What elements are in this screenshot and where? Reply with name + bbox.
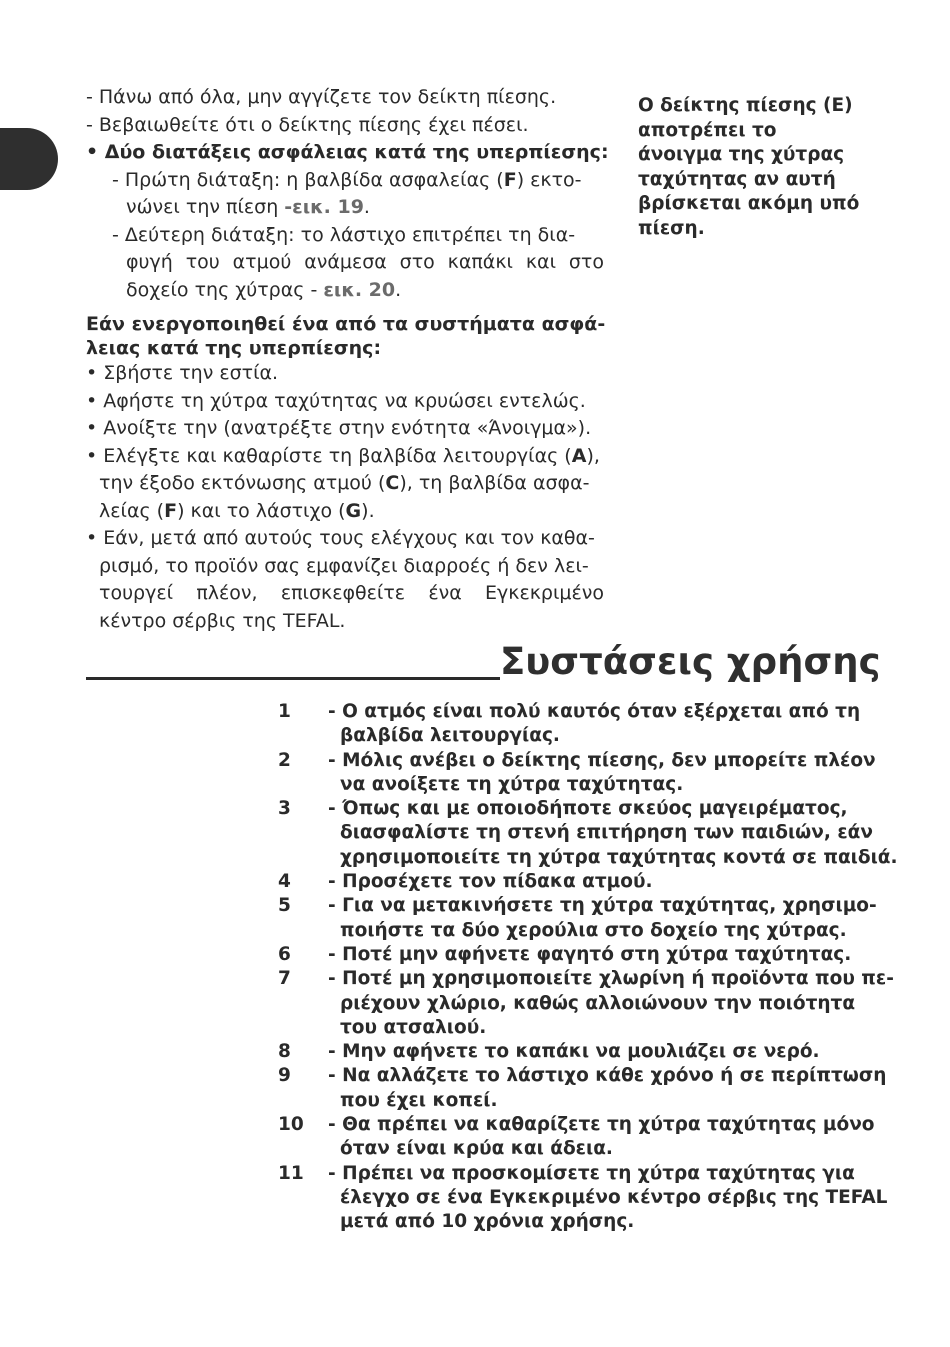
safety-devices-heading: • Δύο διατάξεις ασφάλειας κατά της υπερπίεσης:	[86, 141, 609, 163]
recommendation-line: - Όπως και με οποιοδήποτε σκεύος μαγειρέματος,	[328, 798, 848, 820]
recommendation-line: μετά από 10 χρόνια χρήσης.	[340, 1211, 635, 1233]
recommendation-text	[328, 1162, 888, 1235]
activation-heading: Εάν ενεργοποιηθεί ένα από τα συστήματα ασφά-	[86, 313, 606, 335]
recommendation-item	[272, 1162, 888, 1235]
side-note-line: ταχύτητας αν αυτή	[638, 168, 836, 190]
second-device-line: δοχείο της χύτρας - εικ. 20.	[126, 278, 402, 301]
recommendation-line: - Για να μετακινήσετε τη χύτρα ταχύτητας, χρησιμο-	[328, 895, 877, 917]
recommendation-text	[328, 1040, 864, 1064]
recommendation-number: 9	[278, 1065, 291, 1087]
recommendation-line: του ατσαλιού.	[340, 1016, 487, 1038]
side-note	[638, 94, 878, 242]
recommendation-line: - Μόλις ανέβει ο δείκτης πίεσης, δεν μπορείτε πλέον	[328, 749, 876, 771]
step-item: • Εάν, μετά από αυτούς τους ελέγχους και τον καθα-	[86, 527, 595, 549]
recommendation-line: - Να αλλάζετε το λάστιχο κάθε χρόνο ή σε περίπτωση	[328, 1065, 887, 1087]
recommendation-text	[328, 797, 898, 870]
figure-reference: -εικ. 19	[284, 196, 364, 218]
recommendation-item	[272, 749, 876, 798]
recommendation-number: 11	[278, 1162, 304, 1184]
side-note-line: Ο δείκτης πίεσης (E)	[638, 95, 853, 116]
recommendation-text	[328, 700, 864, 749]
instruction-line: - Πάνω από όλα, μην αγγίζετε τον δείκτη πίεσης.	[86, 86, 557, 108]
second-device-line: φυγή του ατμού ανάμεσα στο καπάκι και στο	[126, 251, 604, 273]
first-device-line: νώνει την πίεση -εικ. 19.	[126, 196, 370, 218]
section-divider	[86, 677, 500, 680]
recommendation-line: διασφαλίστε τη στενή επιτήρηση των παιδιών, εάν	[340, 822, 873, 844]
recommendation-line: που έχει κοπεί.	[340, 1089, 498, 1111]
recommendation-item	[272, 797, 898, 870]
recommendation-number: 3	[278, 798, 291, 820]
recommendation-text	[328, 967, 894, 1040]
section-title: Συστάσεις χρήσης	[500, 640, 881, 683]
recommendation-text	[328, 870, 864, 894]
recommendation-text	[328, 894, 877, 943]
recommendation-number: 5	[278, 895, 291, 917]
recommendation-item	[272, 894, 877, 943]
recommendation-text	[328, 1113, 875, 1162]
recommendation-item	[272, 1040, 864, 1064]
activation-heading: λειας κατά της υπερπίεσης:	[86, 337, 382, 359]
recommendation-item	[272, 700, 864, 749]
recommendation-number: 8	[278, 1041, 291, 1063]
recommendation-line: - Θα πρέπει να καθαρίζετε τη χύτρα ταχύτητας μόνο	[328, 1114, 875, 1136]
recommendation-line: - Πρέπει να προσκομίσετε τη χύτρα ταχύτητας για	[328, 1162, 855, 1184]
recommendation-line: - Ποτέ μη χρησιμοποιείτε χλωρίνη ή προϊόντα που πε-	[328, 968, 894, 990]
step-item-continued: λείας (F) και το λάστιχο (G).	[99, 499, 375, 522]
recommendation-line: να ανοίξετε τη χύτρα ταχύτητας.	[340, 773, 684, 795]
side-note-line: αποτρέπει το	[638, 119, 777, 141]
recommendation-item	[272, 870, 864, 894]
step-item: • Ανοίξτε την (ανατρέξτε στην ενότητα «Άνοιγμα»).	[86, 417, 592, 439]
recommendation-line: βαλβίδα λειτουργίας.	[340, 725, 560, 747]
instruction-line: - Βεβαιωθείτε ότι ο δείκτης πίεσης έχει πέσει.	[86, 113, 529, 136]
recommendation-line: - Ο ατμός είναι πολύ καυτός όταν εξέρχεται από τη	[328, 701, 861, 722]
recommendation-number: 2	[278, 749, 291, 771]
recommendation-number: 6	[278, 943, 291, 965]
step-item-continued: τουργεί πλέον, επισκεφθείτε ένα Εγκεκριμένο	[99, 582, 604, 604]
recommendation-line: ποιήστε τα δύο χερούλια στο δοχείο της χύτρας.	[340, 919, 847, 941]
second-device-line: - Δεύτερη διάταξη: το λάστιχο επιτρέπει τη δια-	[112, 223, 576, 246]
recommendation-line: - Μην αφήνετε το καπάκι να μουλιάζει σε νερό.	[328, 1041, 820, 1063]
recommendation-line: έλεγχο σε ένα Εγκεκριμένο κέντρο σέρβις της TEFAL	[340, 1186, 888, 1208]
step-item: • Σβήστε την εστία.	[86, 362, 279, 384]
recommendation-number: 4	[278, 871, 291, 893]
step-item: • Ελέγξτε και καθαρίστε τη βαλβίδα λειτουργίας (A),	[86, 444, 600, 467]
step-item-continued: την έξοδο εκτόνωσης ατμού (C), τη βαλβίδα ασφα-	[99, 472, 590, 494]
side-note-line: πίεση.	[638, 217, 705, 239]
left-column	[86, 84, 609, 635]
recommendation-line: χρησιμοποιείτε τη χύτρα ταχύτητας κοντά σε παιδιά.	[340, 846, 898, 868]
recommendation-line: ριέχουν χλώριο, καθώς αλλοιώνουν την ποιότητα	[340, 992, 856, 1014]
recommendation-number: 7	[278, 968, 291, 990]
page-tab-marker	[0, 128, 58, 190]
side-note-line: βρίσκεται ακόμη υπό	[638, 193, 860, 215]
step-item-continued: κέντρο σέρβις της TEFAL.	[99, 609, 346, 632]
recommendation-item	[272, 943, 864, 967]
recommendation-item	[272, 1113, 875, 1162]
recommendation-number: 10	[278, 1114, 304, 1136]
recommendation-line: όταν είναι κρύα και άδεια.	[340, 1138, 613, 1160]
recommendation-item	[272, 967, 894, 1040]
recommendation-text	[328, 749, 876, 798]
side-note-line: άνοιγμα της χύτρας	[638, 144, 845, 166]
recommendation-text	[328, 1064, 887, 1113]
recommendation-item	[272, 1064, 887, 1113]
figure-reference: εικ. 20	[323, 278, 396, 301]
recommendation-text	[328, 943, 864, 967]
step-item: • Αφήστε τη χύτρα ταχύτητας να κρυώσει εντελώς.	[86, 389, 586, 412]
recommendations-list	[272, 700, 898, 1235]
first-device-line: - Πρώτη διάταξη: η βαλβίδα ασφαλείας (F) εκτο-	[112, 168, 582, 191]
step-item-continued: ρισμό, το προϊόν σας εμφανίζει διαρροές ή δεν λει-	[99, 554, 589, 577]
recommendation-number: 1	[278, 701, 291, 722]
recommendation-line: - Προσέχετε τον πίδακα ατμού.	[328, 871, 653, 893]
recommendation-line: - Ποτέ μην αφήνετε φαγητό στη χύτρα ταχύτητας.	[328, 943, 852, 965]
